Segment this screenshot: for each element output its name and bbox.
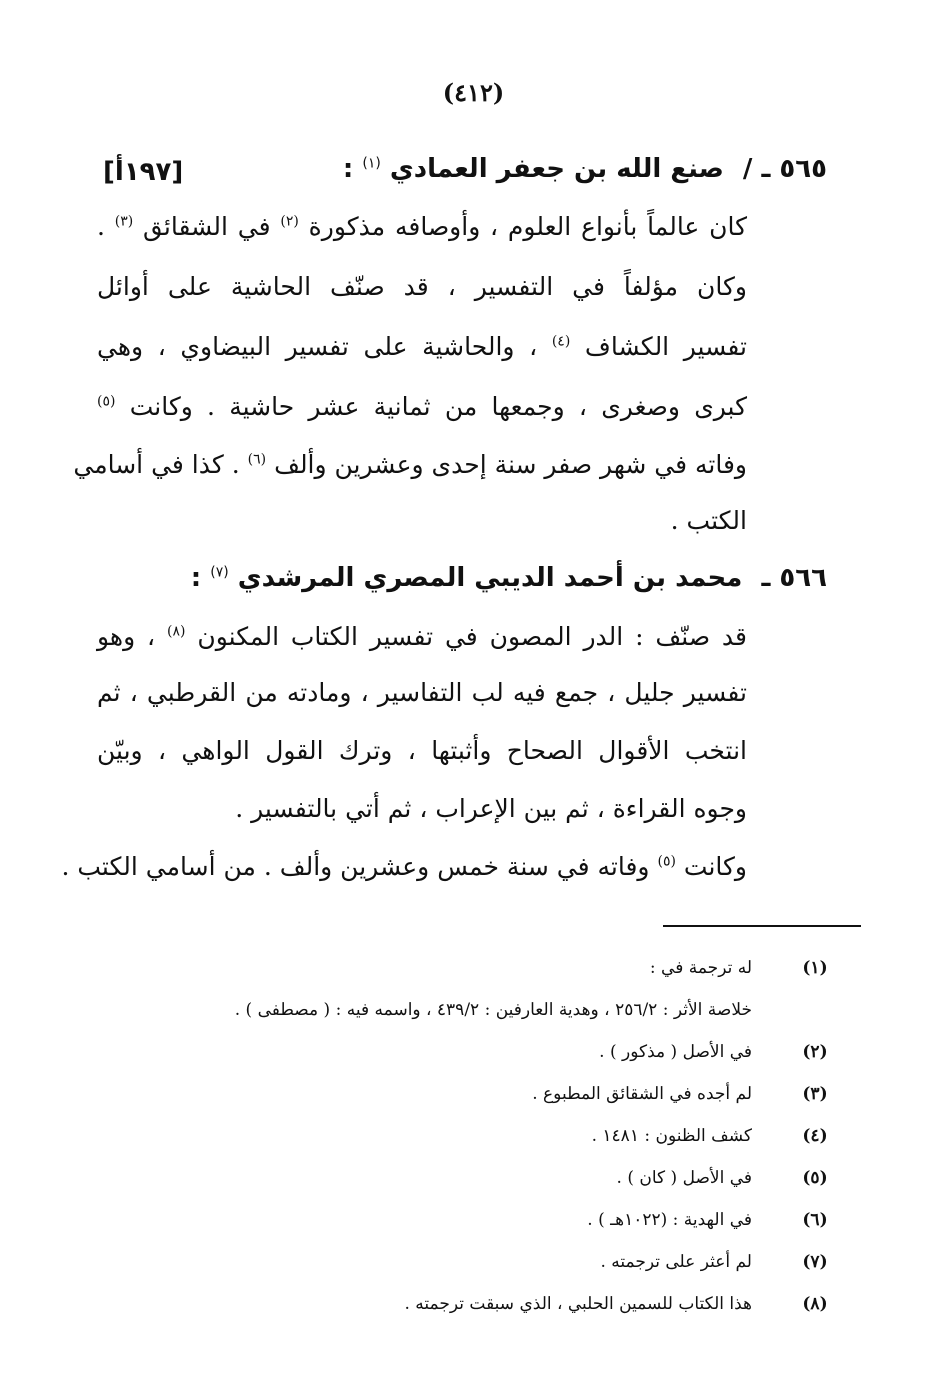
body-line <box>97 272 747 301</box>
text-run: وفاته في شهر صفر سنة إحدى وعشرين وألف <box>274 450 747 479</box>
footnote-ref: (٨) <box>167 623 186 640</box>
footnote-text: لم أعثر على ترجمته . <box>600 1252 752 1272</box>
text-run: وجوه القراءة ، ثم بين الإعراب ، ثم أتي بالتفسير . <box>235 794 747 823</box>
text-run: ، وهو <box>97 622 156 651</box>
footnote-text: له ترجمة في : <box>649 958 752 978</box>
entry-title: محمد بن أحمد الديبي المصري المرشدي <box>237 563 743 593</box>
text-run: وكانت <box>683 852 747 881</box>
text-run: ، والحاشية على تفسير البيضاوي ، وهي <box>97 332 538 361</box>
body-line <box>97 506 747 535</box>
footnote-text: في الأصل ( كان ) . <box>616 1168 752 1188</box>
entry-number: ٥٦٦ ـ <box>761 563 827 593</box>
body-line <box>73 450 747 479</box>
footnote-ref: (١) <box>362 155 381 172</box>
footnote-text: لم أجده في الشقائق المطبوع . <box>532 1084 752 1104</box>
text-run: في الشقائق <box>143 212 271 241</box>
entry-heading-565 <box>343 154 827 184</box>
footnote-ref: (٢) <box>280 213 299 230</box>
text-run: كبرى وصغرى ، وجمعها من ثمانية عشر حاشية . وكانت <box>129 392 748 421</box>
body-line <box>97 678 747 707</box>
body-line <box>97 622 747 651</box>
body-line <box>97 212 747 241</box>
footnote-number: (١) <box>802 958 828 978</box>
footnote-ref: (٣) <box>114 213 134 230</box>
footnote-ref: (٦) <box>247 451 267 468</box>
footnote-number: (٥) <box>802 1168 828 1188</box>
body-line <box>97 392 747 421</box>
text-run: تفسير جليل ، جمع فيه لب التفاسير ، ومادته من القرطبي ، ثم <box>97 678 747 707</box>
footnote-number: (٨) <box>802 1294 828 1314</box>
footnote-ref: (٧) <box>210 564 229 581</box>
folio-marker: [١٩٧أ] <box>103 157 184 187</box>
heading-colon: : <box>190 563 202 593</box>
body-line <box>97 736 747 765</box>
page-number: (٤١٢) <box>442 78 505 107</box>
text-run: كان عالماً بأنواع العلوم ، وأوصافه مذكورة <box>308 212 748 241</box>
entry-number: ٥٦٥ ـ / <box>742 154 827 184</box>
footnote-text: في الأصل ( مذكور ) . <box>599 1042 752 1062</box>
body-line <box>97 332 747 361</box>
text-run: انتخب الأقوال الصحاح وأثبتها ، وترك القول الواهي ، وبيّن <box>97 736 747 765</box>
text-run: وفاته في سنة خمس وعشرين وألف . من أسامي الكتب . <box>61 852 650 881</box>
footnote-ref: (٥) <box>657 853 676 870</box>
text-run: قد صنّف : الدر المصون في تفسير الكتاب المكنون <box>197 622 748 651</box>
footnote-number: (٧) <box>802 1252 828 1272</box>
footnote-number: (٤) <box>802 1126 828 1146</box>
footnote-number: (٣) <box>802 1084 828 1104</box>
body-line <box>97 794 747 823</box>
footnote-separator <box>663 925 861 927</box>
text-run: . كذا في أسامي <box>73 450 240 479</box>
footnote-ref: (٤) <box>551 333 571 350</box>
footnote-text: هذا الكتاب للسمين الحلبي ، الذي سبقت ترجمته . <box>404 1294 752 1314</box>
text-run: وكان مؤلفاً في التفسير ، قد صنّف الحاشية على أوائل <box>97 272 747 301</box>
footnote-text: كشف الظنون : ١٤٨١ . <box>591 1126 752 1146</box>
entry-heading-566 <box>191 563 827 593</box>
text-run: الكتب . <box>670 506 747 535</box>
text-run: تفسير الكشاف <box>584 332 748 361</box>
footnote-text: خلاصة الأثر : ٢٥٦/٢ ، وهدية العارفين : ٤٣٩/٢ ، واسمه فيه : ( مصطفى ) . <box>234 1000 752 1020</box>
footnote-number: (٦) <box>802 1210 828 1230</box>
text-run: . <box>97 212 105 241</box>
body-line <box>61 852 747 881</box>
footnote-ref: (٥) <box>97 393 116 410</box>
footnote-text: في الهدية : (١٠٢٢هـ ) . <box>587 1210 752 1230</box>
heading-colon: : <box>342 154 354 184</box>
footnote-number: (٢) <box>802 1042 828 1062</box>
entry-title: صنع الله بن جعفر العمادي <box>389 154 724 184</box>
